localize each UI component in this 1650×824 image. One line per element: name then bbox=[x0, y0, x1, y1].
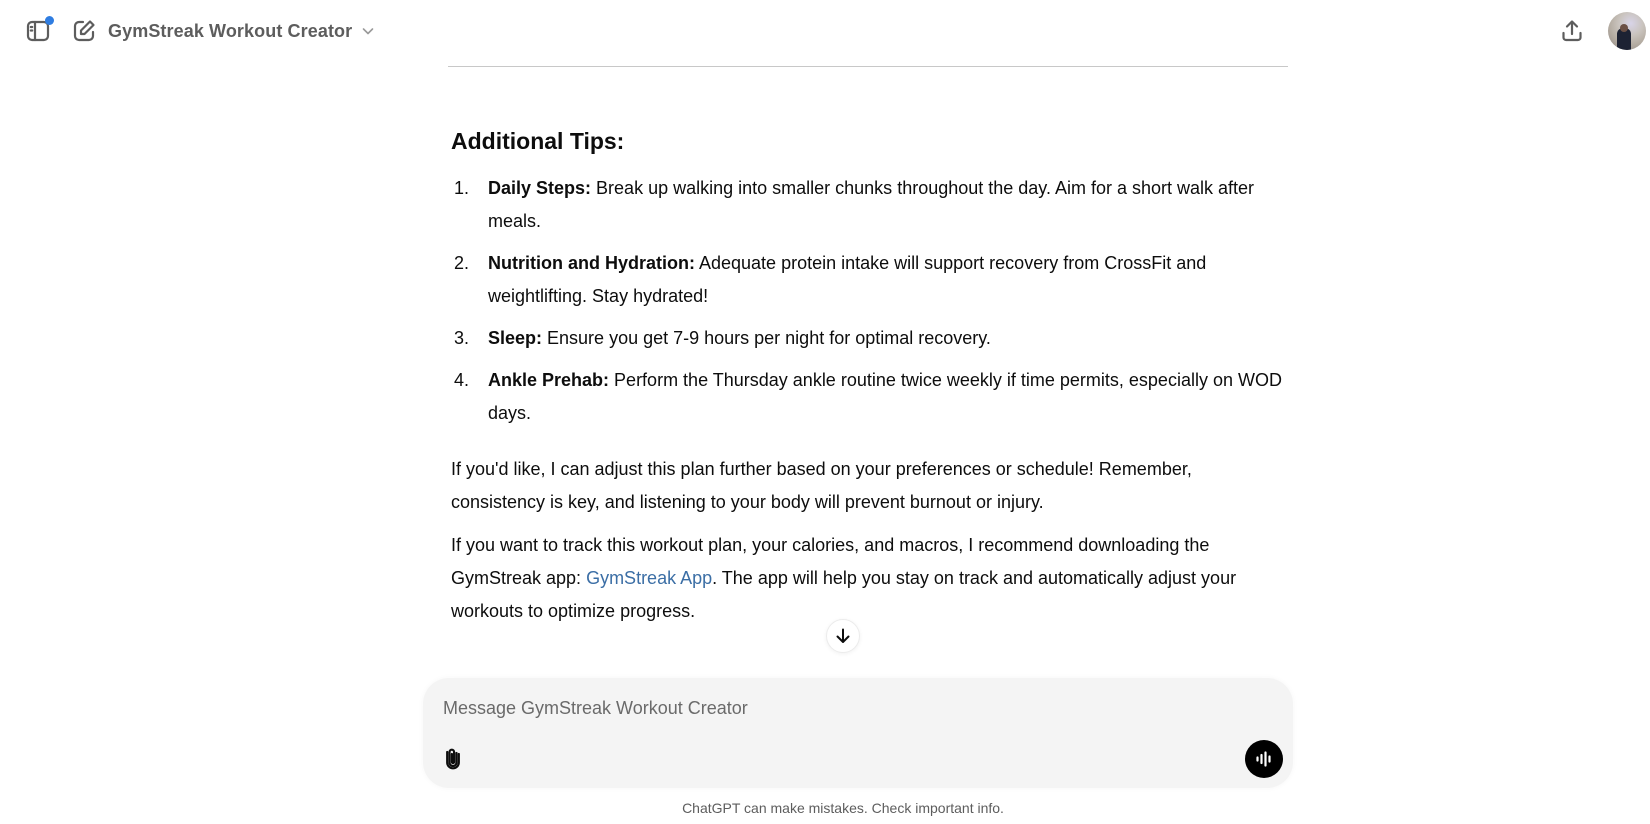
tip-title: Sleep: bbox=[488, 328, 543, 348]
new-chat-button[interactable] bbox=[66, 13, 102, 49]
tip-item bbox=[448, 172, 1288, 238]
tip-number: 3. bbox=[454, 328, 470, 348]
model-picker[interactable] bbox=[108, 18, 376, 44]
tip-item bbox=[448, 247, 1288, 313]
share-icon bbox=[1559, 18, 1585, 44]
top-bar bbox=[0, 0, 1650, 62]
attach-file-button[interactable] bbox=[437, 742, 469, 774]
tip-title: Daily Steps: bbox=[488, 178, 592, 198]
tip-number: 4. bbox=[454, 370, 470, 390]
tip-text: Adequate protein intake will support recovery from CrossFit and weightlifting. Stay hydrated! bbox=[488, 253, 1207, 306]
closing-paragraph: If you'd like, I can adjust this plan further based on your preferences or schedule! Remember, consistency is key, and listening to your body will prevent burnout or injury. bbox=[451, 459, 1192, 512]
tip-number: 2. bbox=[454, 253, 470, 273]
voice-mode-icon bbox=[1254, 749, 1274, 769]
scroll-to-bottom-button[interactable] bbox=[826, 619, 860, 653]
share-button[interactable] bbox=[1554, 13, 1590, 49]
paragraph-text: . The app will help you stay on track and automatically adjust your workouts to optimize progress. bbox=[451, 568, 1237, 621]
tips-list bbox=[448, 172, 1288, 439]
voice-mode-button[interactable] bbox=[1245, 740, 1283, 778]
notification-dot bbox=[45, 16, 54, 25]
disclaimer-text: ChatGPT can make mistakes. Check important info. bbox=[682, 800, 1004, 816]
app-recommendation-paragraph bbox=[451, 529, 1281, 628]
tip-title: Ankle Prehab: bbox=[488, 370, 610, 390]
tip-item bbox=[448, 364, 1288, 430]
tip-text: Break up walking into smaller chunks throughout the day. Aim for a short walk after meals. bbox=[488, 178, 1255, 231]
tip-title: Nutrition and Hydration: bbox=[488, 253, 695, 273]
user-avatar[interactable] bbox=[1608, 12, 1646, 50]
tip-item bbox=[448, 322, 1288, 355]
message-input[interactable] bbox=[443, 694, 1203, 722]
gymstreak-app-link[interactable]: GymStreak App bbox=[586, 568, 713, 588]
tip-number: 1. bbox=[454, 178, 470, 198]
arrow-down-icon bbox=[834, 627, 852, 645]
chevron-down-icon bbox=[360, 23, 376, 39]
new-chat-icon bbox=[71, 18, 97, 44]
disclaimer bbox=[0, 800, 1650, 816]
model-title: GymStreak Workout Creator bbox=[108, 20, 353, 41]
section-title: Additional Tips: bbox=[451, 128, 625, 154]
section-divider bbox=[448, 66, 1288, 67]
paragraph-text: If you want to track this workout plan, your calories, and macros, I recommend downloading the GymStreak app: bbox=[451, 535, 1210, 588]
tip-text: Perform the Thursday ankle routine twice weekly if time permits, especially on WOD days. bbox=[488, 370, 1282, 423]
paperclip-icon bbox=[442, 746, 464, 770]
tip-text: Ensure you get 7-9 hours per night for optimal recovery. bbox=[542, 328, 991, 348]
avatar-head bbox=[1620, 24, 1628, 32]
message-composer bbox=[423, 678, 1293, 788]
sidebar-toggle-button[interactable] bbox=[20, 13, 56, 49]
